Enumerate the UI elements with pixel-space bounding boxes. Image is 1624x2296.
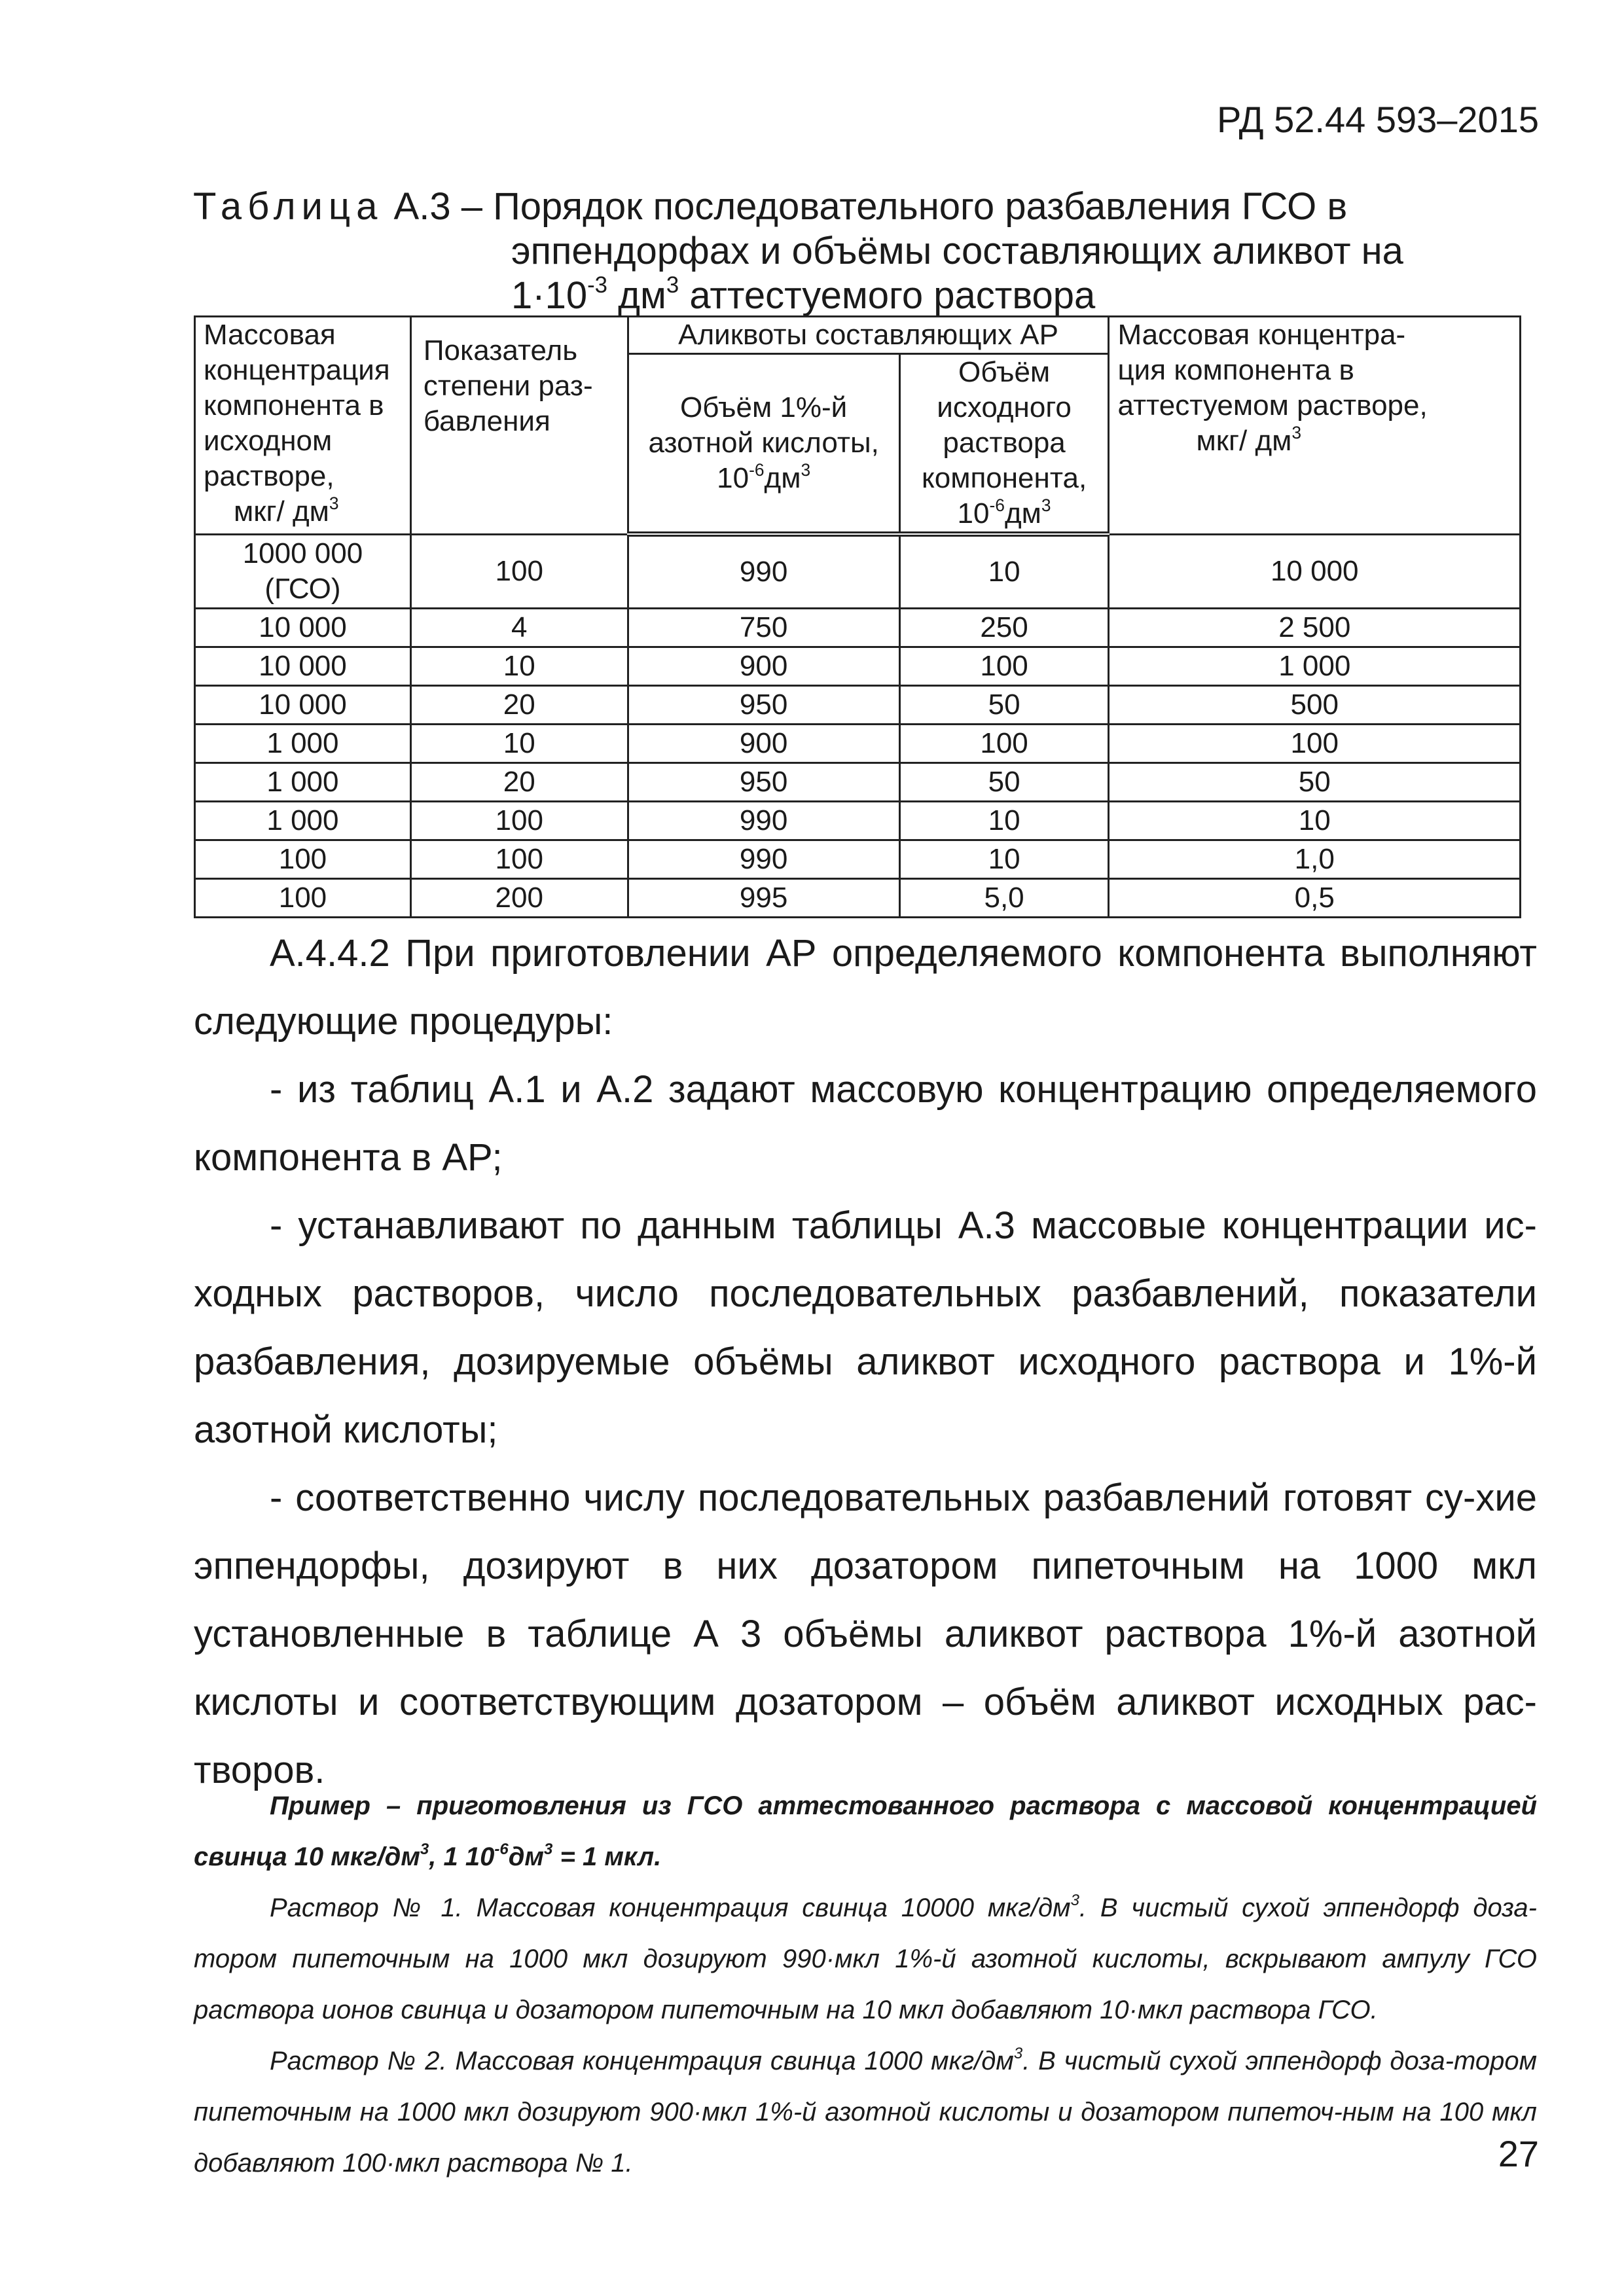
table-cell: 950 — [628, 685, 899, 724]
table-row — [195, 647, 1521, 685]
table-cell: 10 — [410, 647, 628, 685]
table-row — [195, 878, 1521, 917]
table-row — [195, 724, 1521, 762]
caption-label: Таблица — [193, 185, 384, 228]
table-cell: 10 — [899, 840, 1109, 878]
table-cell: 10 — [899, 534, 1109, 608]
table-cell: 500 — [1109, 685, 1521, 724]
table-cell: 10 — [410, 724, 628, 762]
paragraph-step-2: - устанавливают по данным таблицы А.3 массовые концентрации ис-ходных растворов, число последовательных разбавлений, показатели разбавления, дозируемые объёмы аликвот исходного раствора и 1%-й азотной кислоты; — [194, 1204, 1537, 1451]
table-cell: 20 — [410, 762, 628, 801]
caption-line-3: $1\cdot 10^{-3}$ $дм^3$ аттестуемого раствора — [511, 272, 1096, 317]
table-cell: 100 — [899, 724, 1109, 762]
header-source-concentration: Массовая концентрация компонента в исходном растворе, мкг/ $дм^3$ — [195, 317, 411, 535]
header-source-volume: Объём исходного раствора компонента, $10^{-6}дм^3$ — [899, 354, 1109, 535]
table-cell: 250 — [899, 608, 1109, 647]
paragraph-step-1: - из таблиц А.1 и А.2 задают массовую концентрацию определяемого компонента в АР; — [194, 1068, 1537, 1179]
table-cell: 995 — [628, 878, 899, 917]
table-caption — [193, 185, 1470, 318]
table-cell: 10 000 — [1109, 534, 1521, 608]
example-title: Пример – приготовления из ГСО аттестованного раствора с массовой концентрацией свинца 10 мкг/$дм^3$, 1 $10^{-6}дм^3 = 1$ мкл. — [194, 1791, 1537, 1871]
table-cell: 1 000 — [195, 724, 411, 762]
table-row — [195, 840, 1521, 878]
table-cell: 100 — [410, 534, 628, 608]
table-cell: 950 — [628, 762, 899, 801]
example-solution-2: Раствор № 2. Массовая концентрация свинца 1000 мкг/$дм^3$. В чистый сухой эппендорф доза-тором пипеточным на 1000 мкл дозируют 900·мкл 1%-й азотной кислоты и дозатором пипеточ-ным на 100 мкл добавляют 100·мкл раствора № 1. — [194, 2045, 1537, 2178]
paragraph-step-3: - соответственно числу последовательных разбавлений готовят су-хие эппендорфы, дозируют в них дозатором пипеточным на 1000 мкл установленные в таблице А 3 объёмы аликвот раствора 1%-й азотной кислоты и соответствующим дозатором – объём аликвот исходных рас-творов. — [194, 1477, 1537, 1791]
table-cell: 750 — [628, 608, 899, 647]
table-cell: 990 — [628, 801, 899, 840]
table-cell: 1 000 — [195, 801, 411, 840]
table-cell: 990 — [628, 534, 899, 608]
document-code: РД 52.44 593–2015 — [1217, 99, 1539, 140]
table-cell: 100 — [899, 647, 1109, 685]
table-cell: 900 — [628, 724, 899, 762]
table-cell: 100 — [410, 840, 628, 878]
header-target-concentration: Массовая концентра- ция компонента в аттестуемом растворе, мкг/ $дм^3$ — [1109, 317, 1521, 535]
header-aliquots-group: Аликвоты составляющих АР — [628, 317, 1109, 354]
dilution-table — [194, 315, 1521, 918]
example-block — [194, 1780, 1537, 2189]
table-row — [195, 534, 1521, 608]
table-cell: 10 — [1109, 801, 1521, 840]
table-cell: 100 — [410, 801, 628, 840]
body-text — [194, 920, 1537, 1804]
table-row — [195, 685, 1521, 724]
table-cell: 1,0 — [1109, 840, 1521, 878]
table-row — [195, 762, 1521, 801]
table-cell: 0,5 — [1109, 878, 1521, 917]
table-cell: 50 — [1109, 762, 1521, 801]
table-cell: 900 — [628, 647, 899, 685]
table-cell: 1000 000 (ГСО) — [195, 534, 411, 608]
table-cell: 100 — [195, 840, 411, 878]
table-cell: 50 — [899, 762, 1109, 801]
table-cell: 100 — [195, 878, 411, 917]
table-cell: 10 — [899, 801, 1109, 840]
table-cell: 10 000 — [195, 685, 411, 724]
table-cell: 4 — [410, 608, 628, 647]
caption-number: А.3 – — [393, 185, 482, 228]
table-cell: 990 — [628, 840, 899, 878]
example-solution-1: Раствор № 1. Массовая концентрация свинца 10000 мкг/$дм^3$. В чистый сухой эппендорф доза-тором пипеточным на 1000 мкл дозируют 990·мкл 1%-й азотной кислоты, вскрывают ампулу ГСО раствора ионов свинца и дозатором пипеточным на 10 мкл добавляют 10·мкл раствора ГСО. — [194, 1892, 1537, 2024]
table-row — [195, 801, 1521, 840]
page-number: 27 — [1498, 2133, 1539, 2174]
table-cell: 20 — [410, 685, 628, 724]
table-row — [195, 608, 1521, 647]
caption-line-1: Порядок последовательного разбавления ГСО в — [493, 185, 1348, 228]
caption-line-2: эппендорфах и объёмы составляющих аликвот на — [511, 230, 1403, 272]
table-cell: 100 — [1109, 724, 1521, 762]
table-cell: 200 — [410, 878, 628, 917]
table-cell: 50 — [899, 685, 1109, 724]
paragraph-a-4-4-2: А.4.4.2 При приготовлении АР определяемого компонента выполняют следующие процедуры: — [194, 932, 1537, 1043]
table-cell: 1 000 — [195, 762, 411, 801]
table-cell: 2 500 — [1109, 608, 1521, 647]
table-cell: 10 000 — [195, 647, 411, 685]
table-cell: 1 000 — [1109, 647, 1521, 685]
table-cell: 10 000 — [195, 608, 411, 647]
table-cell: 5,0 — [899, 878, 1109, 917]
header-dilution-factor: Показатель степени раз- бавления — [410, 317, 628, 535]
header-acid-volume: Объём 1%-й азотной кислоты, $10^{-6}дм^3$ — [628, 354, 899, 535]
